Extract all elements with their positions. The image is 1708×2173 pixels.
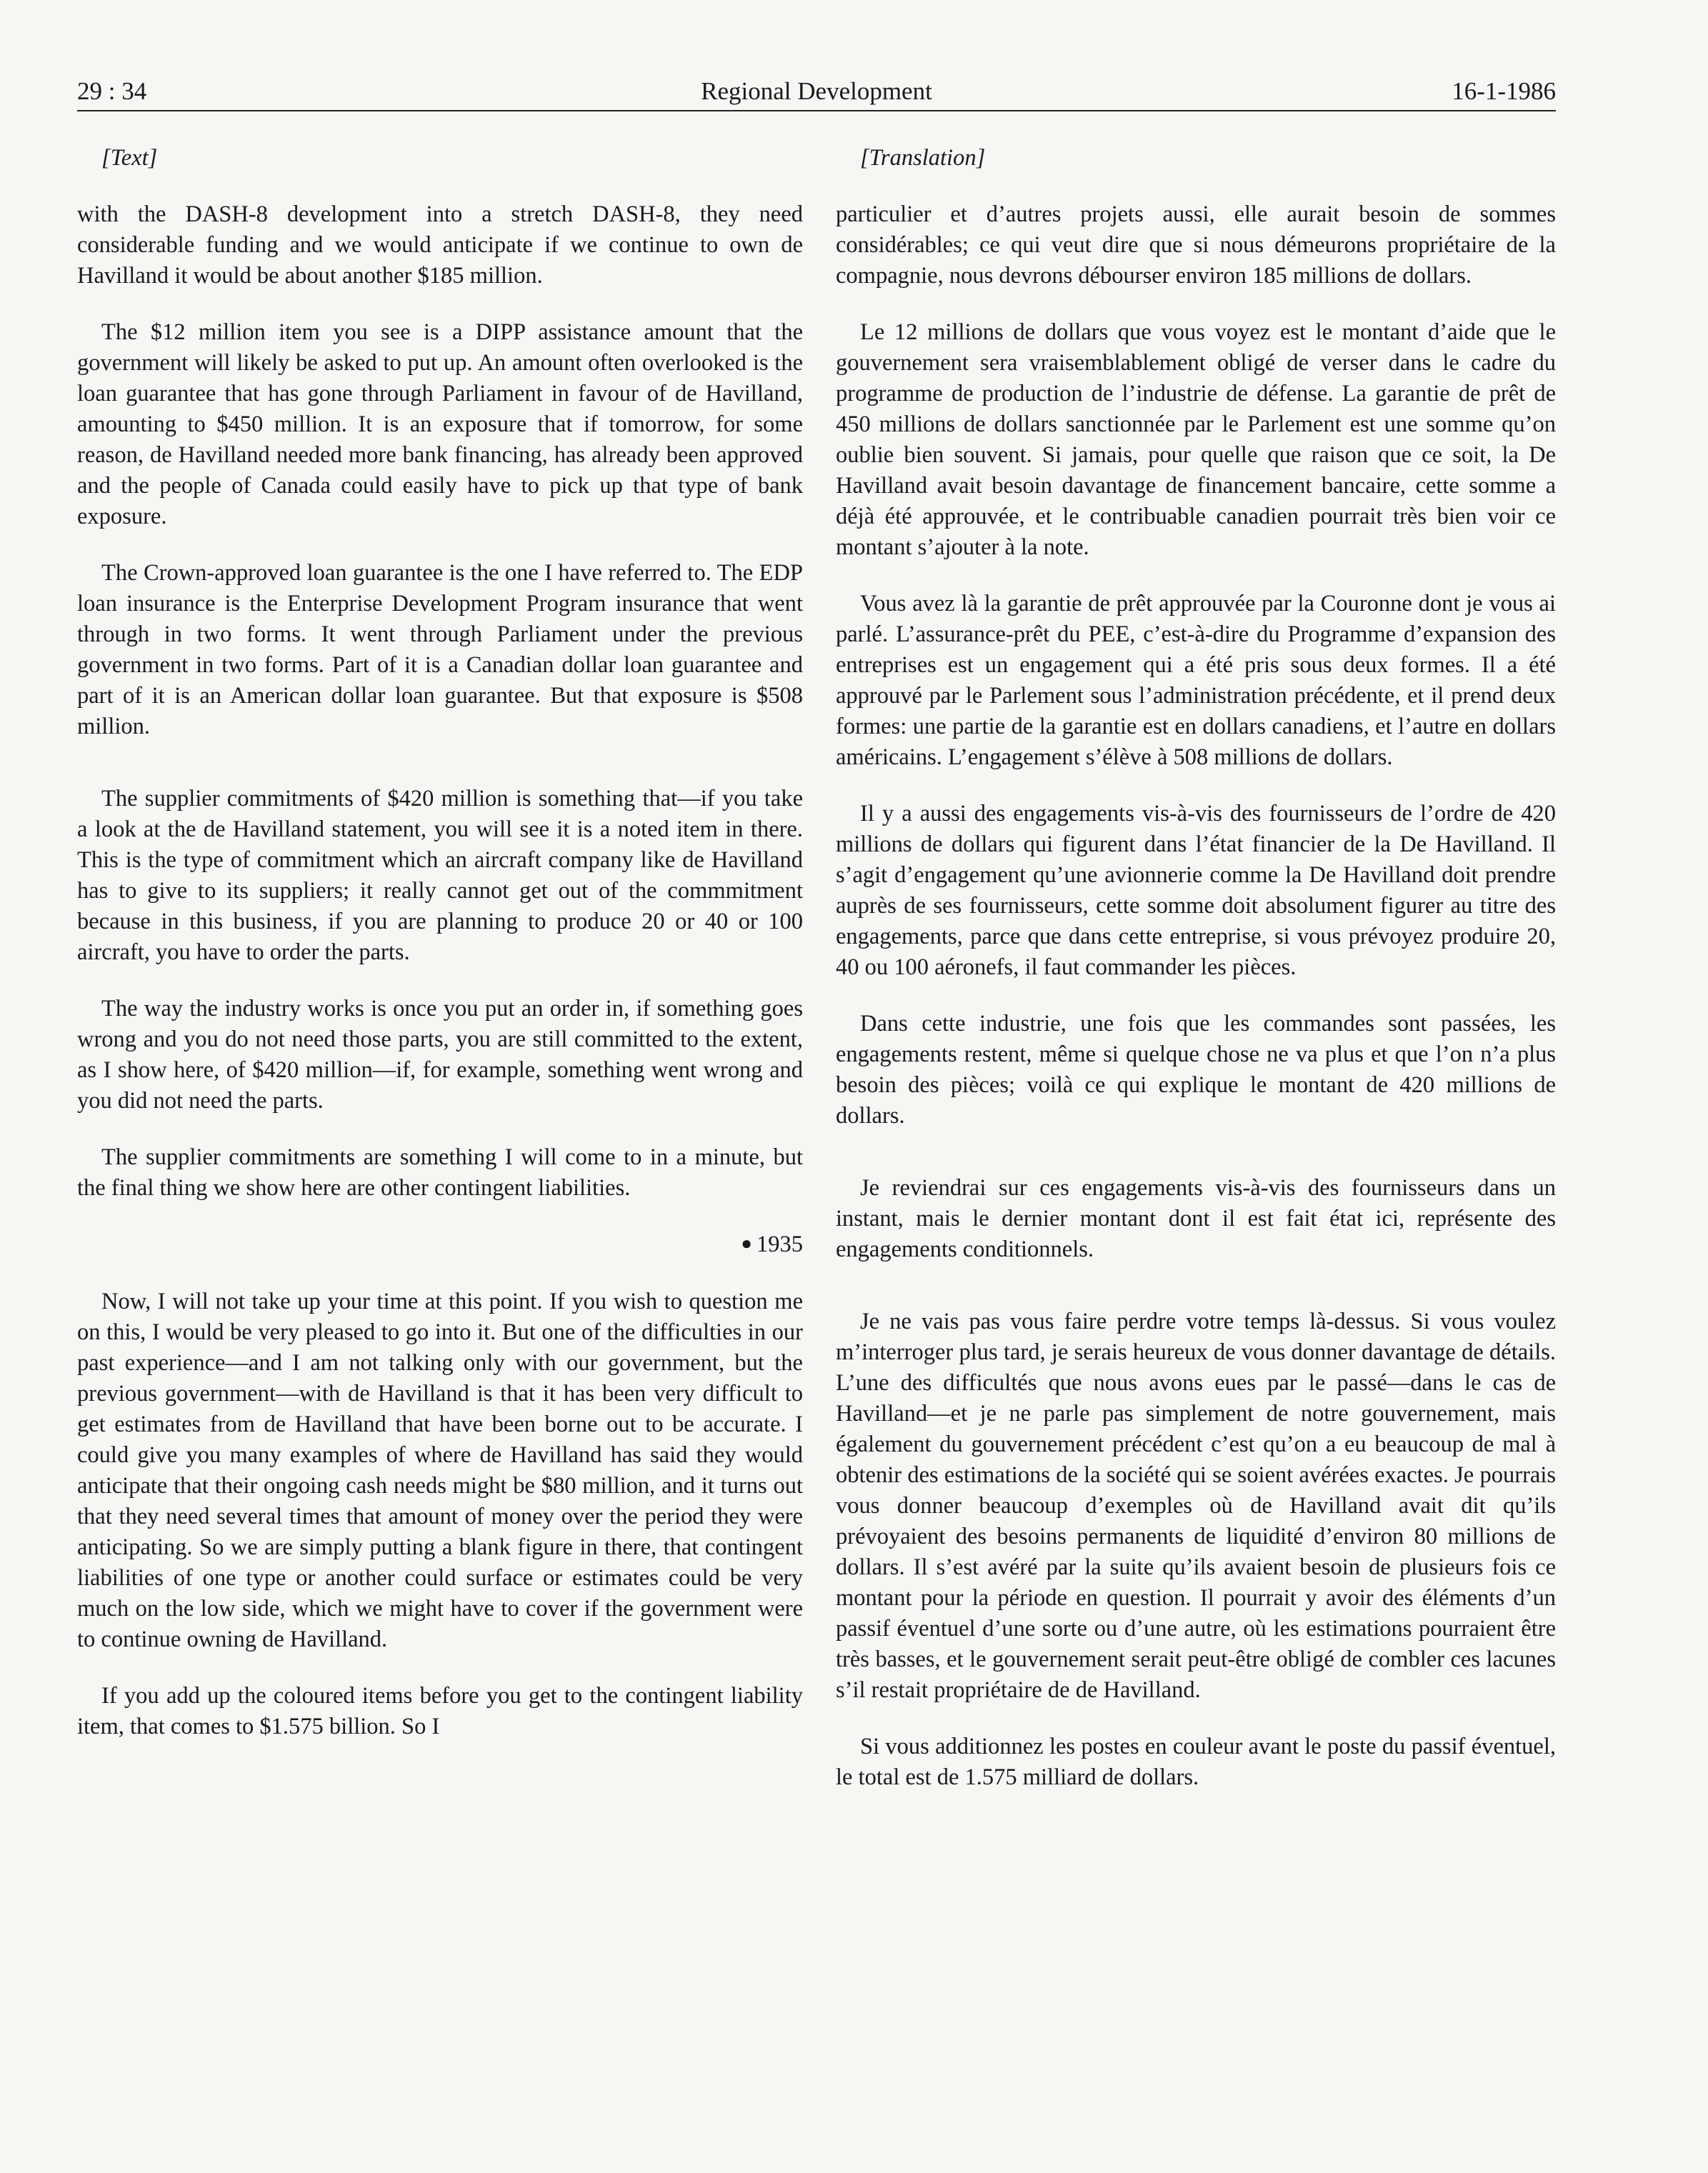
paragraph: The supplier commitments are something I will come to in a minute, but the final thing we show here are other contingent liabilities. xyxy=(77,1144,803,1201)
english-column xyxy=(77,143,803,1768)
paragraph: The way the industry works is once you put an order in, if something goes wrong and you do not need those parts, you are still committed to the extent, as I show here, of $420 million—if, for example, something went wrong and you did not need the parts. xyxy=(77,996,803,1114)
paragraph: The $12 million item you see is a DIPP assistance amount that the government will likely be asked to put up. An amount often overlooked is the loan guarantee that has gone through Parliament in favour of de Havilland, amounting to $450 million. It is an exposure that if tomorrow, for some reason, de Havilland needed more bank financing, has already been approved and the people of Canada could easily have to pick up that type of bank exposure. xyxy=(77,319,803,529)
paragraph: Je reviendrai sur ces engagements vis-à-vis des fournisseurs dans un instant, mais le dernier montant dont il est fait état ici, représente des engagements conditionnels. xyxy=(836,1175,1556,1262)
bullet-icon: ● xyxy=(741,1233,752,1254)
paragraph: Le 12 millions de dollars que vous voyez est le montant d’aide que le gouvernement sera vraisemblablement obligé de verser dans le cadre du programme de production de l’industrie de défense. La garantie de prêt de 450 millions de dollars sanctionnée par le Parlement est une somme qu’on oublie bien souvent. Si jamais, pour quelle que raison que ce soit, la De Havilland avait besoin davantage de financement bancaire, cette somme a déjà été approuvée, et le contribuable canadien pourrait très bien voir ce montant s’ajouter à la note. xyxy=(836,319,1556,560)
column-label-text: [Text] xyxy=(101,145,158,171)
page-number: 29 : 34 xyxy=(77,77,147,105)
paragraph: Il y a aussi des engagements vis-à-vis des fournisseurs de l’ordre de 420 millions de dollars qui figurent dans l’état financier de la De Havilland. Il s’agit d’engagement qu’une avionnerie comme la De Havilland doit prendre auprès de ses fournisseurs, cette somme doit absolument figurer au titre des engagements, parce que dans cette entreprise, si vous prévoyez produire 20, 40 ou 100 aéronefs, il faut commander les pièces. xyxy=(836,801,1556,980)
paragraph: Je ne vais pas vous faire perdre votre temps là-dessus. Si vous voulez m’interroger plus tard, je serais heureux de vous donner davantage de détails. L’une des difficultés que nous avons eues par le passé—dans le cas de Havilland—et je ne parle pas simplement de notre gouvernement, mais également du gouvernement précédent c’est qu’on a eu beaucoup de mal à obtenir des estimations de la société qui se soient avérées exactes. Je pourrais vous donner beaucoup d’exemples où de Havilland avait dit qu’ils prévoyaient des besoins permanents de liquidité d’environ 80 millions de dollars. Il s’est avéré par la suite qu’ils avaient besoin de plusieurs fois ce montant pour la période en question. Il pourrait y avoir des éléments d’un passif éventuel d’une sorte ou d’une autre, où les estimations pourraient être très basses, et le gouvernement serait peut-être obligé de combler ces lacunes s’il restait propriétaire de de Havilland. xyxy=(836,1309,1556,1703)
time-marker xyxy=(77,1229,803,1261)
french-column xyxy=(836,143,1556,1819)
running-title: Regional Development xyxy=(701,77,932,105)
paragraph: Si vous additionnez les postes en couleur avant le poste du passif éventuel, le total est de 1.575 milliard de dollars. xyxy=(836,1734,1556,1790)
paragraph: Now, I will not take up your time at this point. If you wish to question me on this, I would be very pleased to go into it. But one of the difficulties in our past experience—and I am not talking only with our government, but the previous government—with de Havilland is that it has been very difficult to get estimates from de Havilland that have been borne out to be accurate. I could give you many examples of where de Havilland has said they would anticipate that their ongoing cash needs might be $80 million, and it turns out that they need several times that amount of money over the period they were anticipating. So we are simply putting a blank figure in there, that contingent liabilities of one type or another could surface or estimates could be very much on the low side, which we might have to cover if the government were to continue owning de Havilland. xyxy=(77,1289,803,1652)
header-date: 16-1-1986 xyxy=(1452,77,1556,105)
paragraph: Vous avez là la garantie de prêt approuvée par la Couronne dont je vous ai parlé. L’assurance-prêt du PEE, c’est-à-dire du Programme d’expansion des entreprises est un engagement qui a été pris sous deux formes. Il a été approuvé par le Parlement sous l’administration précédente, et il prend deux formes: une partie de la garantie est en dollars canadiens, et l’autre en dollars américains. L’engagement s’élève à 508 millions de dollars. xyxy=(836,591,1556,770)
paragraph: The supplier commitments of $420 million is something that—if you take a look at the de Havilland statement, you will see it is a noted item in there. This is the type of commitment which an aircraft company like de Havilland has to give to its suppliers; it really cannot get out of the commmitment because in this business, if you are planning to produce 20 or 40 or 100 aircraft, you have to order the parts. xyxy=(77,786,803,965)
column-label-translation: [Translation] xyxy=(860,145,986,171)
paragraph: Dans cette industrie, une fois que les commandes sont passées, les engagements restent, même si quelque chose ne va plus et que l’on n’a plus besoin des pièces; voilà ce qui explique le montant de 420 millions de dollars. xyxy=(836,1011,1556,1129)
paragraph: If you add up the coloured items before you get to the contingent liability item, that comes to $1.575 billion. So I xyxy=(77,1683,803,1739)
time-marker-value: 1935 xyxy=(756,1232,803,1257)
page-header xyxy=(77,74,1556,111)
paragraph: with the DASH-8 development into a stretch DASH-8, they need considerable funding and we would anticipate if we continue to own de Havilland it would be about another $185 million. xyxy=(77,201,803,289)
paragraph: The Crown-approved loan guarantee is the one I have referred to. The EDP loan insurance is the Enterprise Development Program insurance that went through in two forms. It went through Parliament under the previous government in two forms. Part of it is a Canadian dollar loan guarantee and part of it is an American dollar loan guarantee. But that exposure is $508 million. xyxy=(77,560,803,739)
paragraph: particulier et d’autres projets aussi, elle aurait besoin de sommes considérables; ce qui veut dire que si nous démeurons propriétaire de la compagnie, nous devrons débourser environ 185 millions de dollars. xyxy=(836,201,1556,289)
